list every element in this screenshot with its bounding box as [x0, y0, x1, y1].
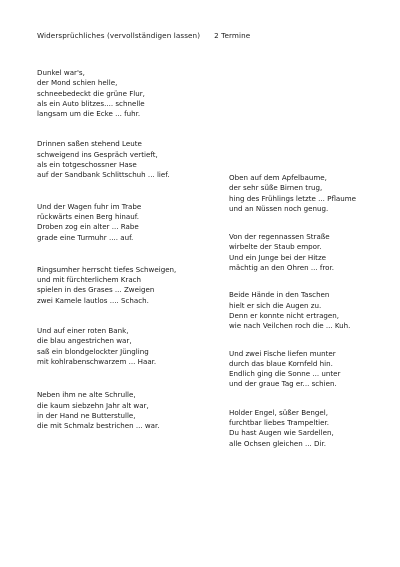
verse-line: wirbelte der Staub empor. — [229, 242, 322, 252]
verse-line: Von der regennassen Straße — [229, 232, 330, 242]
stanza — [37, 202, 212, 243]
stanza — [229, 232, 394, 273]
verse-line: schweigend ins Gespräch vertieft, — [37, 149, 158, 159]
verse-line: als ein totgeschossner Hase — [37, 160, 137, 170]
verse-line: auf der Sandbank Schlittschuh ... lief. — [37, 170, 170, 180]
page-subtitle: 2 Termine — [214, 31, 251, 40]
verse-line: Denn er konnte nicht ertragen, — [229, 310, 340, 320]
right-column — [229, 173, 394, 449]
verse-line: und mit fürchterlichem Krach — [37, 275, 142, 285]
verse-line: Droben zog ein alter ... Rabe — [37, 222, 139, 232]
verse-line: saß ein blondgelockter Jüngling — [37, 346, 149, 356]
verse-line: grade eine Turmuhr .... auf. — [37, 232, 134, 242]
verse-line: durch das blaue Kornfeld hin. — [229, 358, 333, 368]
verse-line: der sehr süße Birnen trug, — [229, 183, 323, 193]
verse-line: Du hast Augen wie Sardellen, — [229, 428, 334, 438]
verse-line: zwei Kamele lautlos .... Schach. — [37, 295, 149, 305]
verse-line: alle Ochsen gleichen ... Dir. — [229, 438, 326, 448]
stanza — [37, 139, 212, 180]
verse-line: in der Hand ne Butterstulle, — [37, 410, 136, 420]
verse-line: wie nach Veilchen roch die ... Kuh. — [229, 321, 351, 331]
verse-line: Beide Hände in den Taschen — [229, 290, 330, 300]
verse-line: die blau angestrichen war, — [37, 336, 132, 346]
stanza — [37, 68, 212, 119]
verse-line: rückwärts einen Berg hinauf. — [37, 211, 139, 221]
verse-line: Neben ihm ne alte Schrulle, — [37, 390, 136, 400]
verse-line: Holder Engel, süßer Bengel, — [229, 407, 329, 417]
verse-line: und an Nüssen noch genug. — [229, 203, 329, 213]
verse-line: furchtbar liebes Trampeltier. — [229, 418, 330, 428]
verse-line: hing des Frühlings letzte ... Pflaume — [229, 193, 357, 203]
verse-line: und der graue Tag er... schien. — [229, 379, 337, 389]
verse-line: Und zwei Fische liefen munter — [229, 348, 336, 358]
stanza — [37, 326, 212, 367]
verse-line: Und auf einer roten Bank, — [37, 326, 129, 336]
verse-line: Und ein Junge bei der Hitze — [229, 252, 327, 262]
verse-line: mit kohlrabenschwarzem ... Haar. — [37, 356, 157, 366]
verse-line: langsam um die Ecke ... fuhr. — [37, 109, 141, 119]
verse-line: Und der Wagen fuhr im Trabe — [37, 201, 142, 211]
stanza — [37, 390, 212, 431]
page-title: Widersprüchliches (vervollständigen lassen) — [37, 31, 201, 40]
verse-line: Drinnen saßen stehend Leute — [37, 139, 142, 149]
verse-line: die mit Schmalz bestrichen ... war. — [37, 421, 160, 431]
verse-line: als ein Auto blitzes.... schnelle — [37, 98, 145, 108]
page-header — [37, 31, 250, 40]
verse-line: mächtig an den Ohren ... fror. — [229, 263, 334, 273]
left-column — [37, 68, 212, 431]
verse-line: Dunkel war's, — [37, 68, 85, 77]
verse-line: Endlich ging die Sonne ... unter — [229, 369, 341, 379]
verse-line: Ringsumher herrscht tiefes Schweigen, — [37, 264, 177, 274]
verse-line: die kaum siebzehn Jahr alt war, — [37, 400, 149, 410]
verse-line: der Mond schien helle, — [37, 78, 118, 88]
verse-line: schneebedeckt die grüne Flur, — [37, 88, 145, 98]
stanza — [229, 290, 394, 331]
verse-line: hielt er sich die Augen zu. — [229, 300, 322, 310]
verse-line: Oben auf dem Apfelbaume, — [229, 173, 327, 182]
stanza — [229, 408, 394, 449]
stanza — [229, 349, 394, 390]
stanza — [229, 173, 394, 214]
stanza — [37, 265, 212, 306]
verse-line: spielen in des Grases ... Zweigen — [37, 285, 155, 295]
